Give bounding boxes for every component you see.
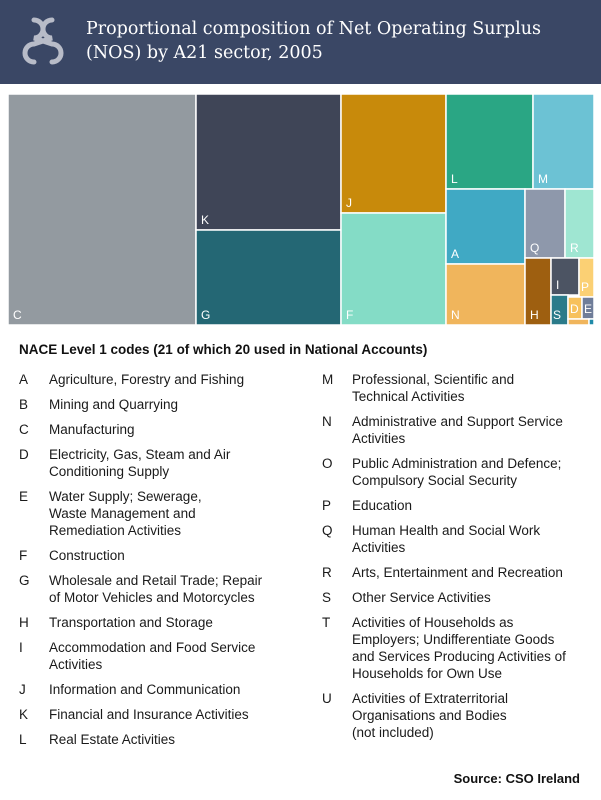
legend-item-o — [322, 455, 592, 489]
chart-header — [0, 0, 601, 84]
treemap-chart — [0, 84, 601, 328]
legend-code: G — [19, 573, 30, 588]
legend-description: Human Health and Social Work Activities — [352, 523, 541, 555]
cso-logo-icon — [12, 10, 74, 72]
legend-code: P — [322, 498, 332, 513]
legend-code: B — [19, 397, 29, 412]
treemap-cell-l — [446, 94, 533, 189]
legend-code: H — [19, 615, 29, 630]
legend-description: Water Supply; Sewerage, Waste Management and Remediation Activities — [49, 489, 202, 538]
treemap-label-c: C — [13, 308, 22, 322]
legend-item-m — [322, 371, 592, 405]
treemap-label-j: J — [346, 196, 352, 210]
treemap-label-i: I — [556, 278, 560, 292]
legend-item-s — [322, 589, 592, 606]
legend-item-l — [19, 731, 304, 748]
treemap-cell-minor-18 — [589, 319, 594, 325]
legend-item-u — [322, 690, 592, 741]
legend-description: Construction — [49, 548, 125, 563]
legend-code: S — [322, 590, 332, 605]
legend-code: F — [19, 548, 28, 563]
legend-description: Wholesale and Retail Trade; Repair of Motor Vehicles and Motorcycles — [49, 573, 263, 605]
legend-description: Electricity, Gas, Steam and Air Conditioning Supply — [49, 447, 231, 479]
legend-code: L — [19, 732, 27, 747]
legend-item-e — [19, 488, 304, 539]
legend-column-left — [19, 371, 304, 756]
legend-item-k — [19, 706, 304, 723]
treemap-label-m: M — [538, 172, 548, 186]
legend-code: D — [19, 447, 29, 462]
legend-item-b — [19, 396, 304, 413]
legend-description: Mining and Quarrying — [49, 397, 179, 412]
treemap-cell-f — [341, 213, 446, 325]
legend-description: Real Estate Activities — [49, 732, 176, 747]
treemap-cell-j — [341, 94, 446, 213]
legend-item-n — [322, 413, 592, 447]
legend-item-d — [19, 446, 304, 480]
legend-item-a — [19, 371, 304, 388]
legend-description: Education — [352, 498, 413, 513]
treemap-cell-minor-17 — [568, 319, 589, 325]
legend-description: Information and Communication — [49, 682, 241, 697]
legend-description: Administrative and Support Service Activities — [352, 414, 563, 446]
legend-description: Activities of Households as Employers; Undifferentiate Goods and Services Producing Activities of Households for Own Use — [352, 615, 566, 681]
source-note: Source: CSO Ireland — [453, 771, 580, 786]
treemap-label-a: A — [451, 247, 460, 261]
treemap-label-r: R — [570, 241, 579, 255]
legend-item-j — [19, 681, 304, 698]
legend-description: Arts, Entertainment and Recreation — [352, 565, 563, 580]
legend-description: Other Service Activities — [352, 590, 491, 605]
legend-item-q — [322, 522, 592, 556]
legend-item-h — [19, 614, 304, 631]
legend-code: K — [19, 707, 29, 722]
legend-item-p — [322, 497, 592, 514]
legend-code: A — [19, 372, 29, 387]
legend-description: Financial and Insurance Activities — [49, 707, 249, 722]
legend-column-right — [322, 371, 592, 749]
chart-title: Proportional composition of Net Operating Surplus (NOS) by A21 sector, 2005 — [86, 19, 541, 63]
treemap-label-d: D — [570, 302, 579, 316]
treemap-label-h: H — [530, 308, 539, 322]
legend-code: R — [322, 565, 332, 580]
legend-code: O — [322, 456, 333, 471]
legend-description: Public Administration and Defence; Compulsory Social Security — [352, 456, 562, 488]
treemap-label-f: F — [346, 308, 354, 322]
legend-description: Professional, Scientific and Technical Activities — [352, 372, 515, 404]
legend-description: Activities of Extraterritorial Organisations and Bodies (not included) — [352, 691, 509, 740]
legend-code: M — [322, 372, 334, 387]
legend-item-f — [19, 547, 304, 564]
legend-item-c — [19, 421, 304, 438]
treemap-cell-c — [8, 94, 196, 325]
treemap-label-g: G — [201, 308, 211, 322]
legend-code: N — [322, 414, 332, 429]
legend-item-t — [322, 614, 592, 682]
legend-code: Q — [322, 523, 333, 538]
treemap-cell-k — [196, 94, 341, 230]
legend-description: Transportation and Storage — [49, 615, 213, 630]
treemap-label-p: P — [581, 280, 590, 294]
legend-code: U — [322, 691, 332, 706]
legend-title: NACE Level 1 codes (21 of which 20 used in National Accounts) — [19, 342, 428, 357]
treemap-label-s: S — [553, 308, 562, 322]
legend-item-g — [19, 572, 304, 606]
legend-code: T — [322, 615, 331, 630]
treemap-label-l: L — [451, 172, 458, 186]
legend-description: Manufacturing — [49, 422, 135, 437]
legend-description: Accommodation and Food Service Activities — [49, 640, 256, 672]
legend-code: I — [19, 640, 23, 655]
legend-code: E — [19, 489, 29, 504]
treemap-cell-g — [196, 230, 341, 325]
treemap-label-e: E — [584, 302, 593, 316]
legend-item-i — [19, 639, 304, 673]
legend-code: C — [19, 422, 29, 437]
treemap-label-q: Q — [530, 241, 540, 255]
legend-code: J — [19, 682, 26, 697]
legend-item-r — [322, 564, 592, 581]
legend-description: Agriculture, Forestry and Fishing — [49, 372, 245, 387]
treemap-label-n: N — [451, 308, 460, 322]
treemap-label-k: K — [201, 213, 210, 227]
